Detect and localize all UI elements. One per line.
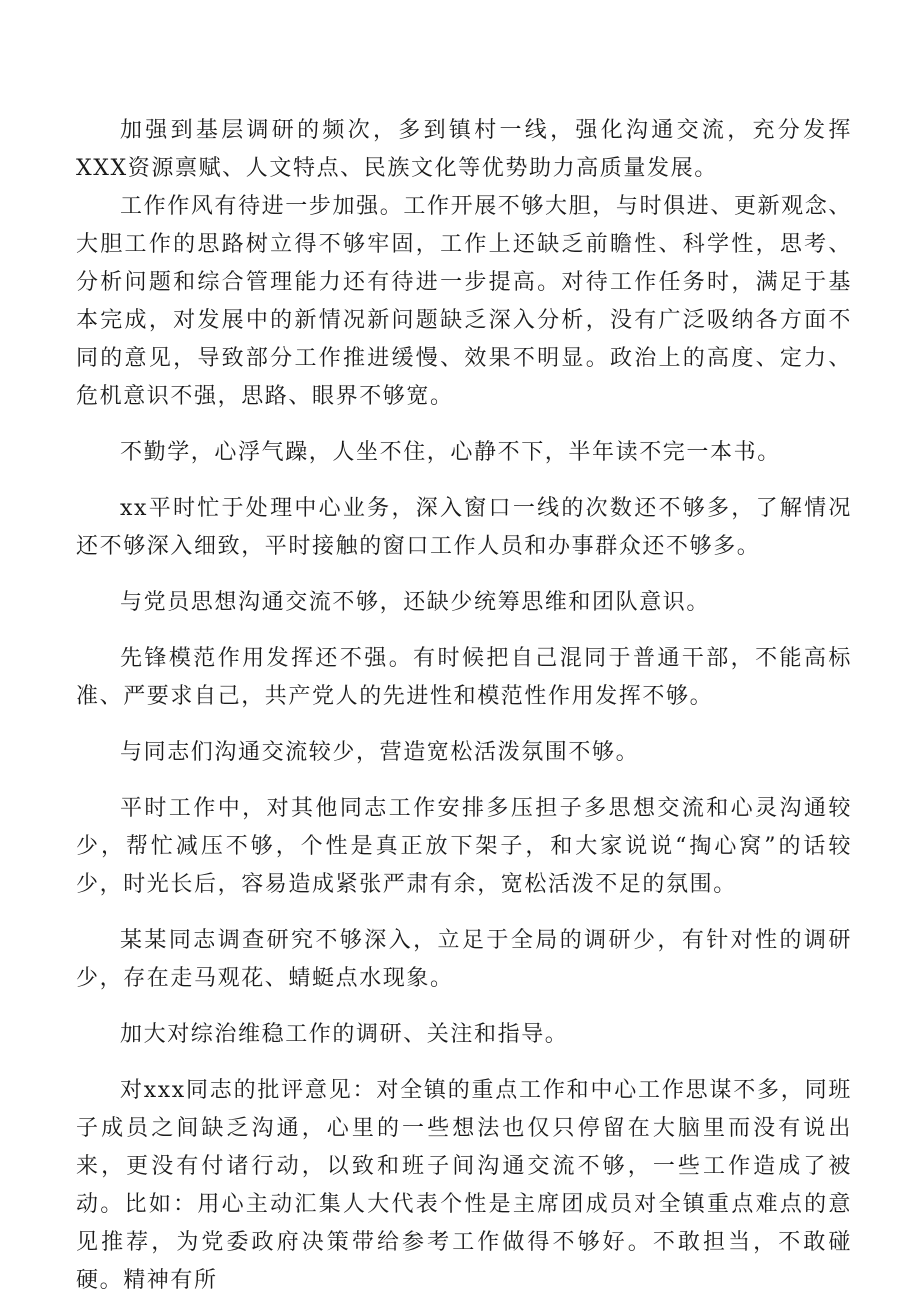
paragraph-1: 加强到基层调研的频次，多到镇村一线，强化沟通交流，充分发挥XXX资源禀赋、人文特点、民族文化等优势助力高质量发展。 [76, 118, 852, 181]
paragraph-6: 先锋模范作用发挥还不强。有时候把自己混同于普通干部，不能高标准、严要求自己，共产党人的先进性和模范性作用发挥不够。 [76, 646, 852, 709]
paragraph-11: 对xxx同志的批评意见：对全镇的重点工作和中心工作思谋不多，同班子成员之间缺乏沟通，心里的一些想法也仅只停留在大脑里而没有说出来，更没有付诸行动，以致和班子间沟通交流不够，一些工作造成了被动。比如：用心主动汇集人大代表个性是主席团成员对全镇重点难点的意见推荐，为党委政府决策带给参考工作做得不够好。不敢担当，不敢碰硬。精神有所 [76, 1078, 852, 1293]
paragraph-10: 加大对综治维稳工作的调研、关注和指导。 [120, 1022, 569, 1047]
paragraph-2: 工作作风有待进一步加强。工作开展不够大胆，与时俱进、更新观念、大胆工作的思路树立得不够牢固，工作上还缺乏前瞻性、科学性，思考、分析问题和综合管理能力还有待进一步提高。对待工作任务时，满足于基本完成，对发展中的新情况新问题缺乏深入分析，没有广泛吸纳各方面不同的意见，导致部分工作推进缓慢、效果不明显。政治上的高度、定力、危机意识不强，思路、眼界不够宽。 [76, 194, 852, 409]
document-body [76, 112, 852, 1300]
paragraph-3: 不勤学，心浮气躁，人坐不住，心静不下，半年读不完一本书。 [120, 440, 781, 465]
paragraph-4: xx平时忙于处理中心业务，深入窗口一线的次数还不够多，了解情况还不够深入细致，平时接触的窗口工作人员和办事群众还不够多。 [76, 496, 852, 559]
paragraph-5: 与党员思想沟通交流不够，还缺少统筹思维和团队意识。 [120, 590, 711, 615]
paragraph-8: 平时工作中，对其他同志工作安排多压担子多思想交流和心灵沟通较少，帮忙减压不够，个性是真正放下架子，和大家说说“掏心窝”的话较少，时光长后，容易造成紧张严肃有余，宽松活泼不足的氛围。 [76, 796, 852, 897]
paragraph-7: 与同志们沟通交流较少，营造宽松活泼氛围不够。 [120, 740, 640, 765]
paragraph-9: 某某同志调查研究不够深入，立足于全局的调研少，有针对性的调研少，存在走马观花、蜻蜓点水现象。 [76, 928, 852, 991]
